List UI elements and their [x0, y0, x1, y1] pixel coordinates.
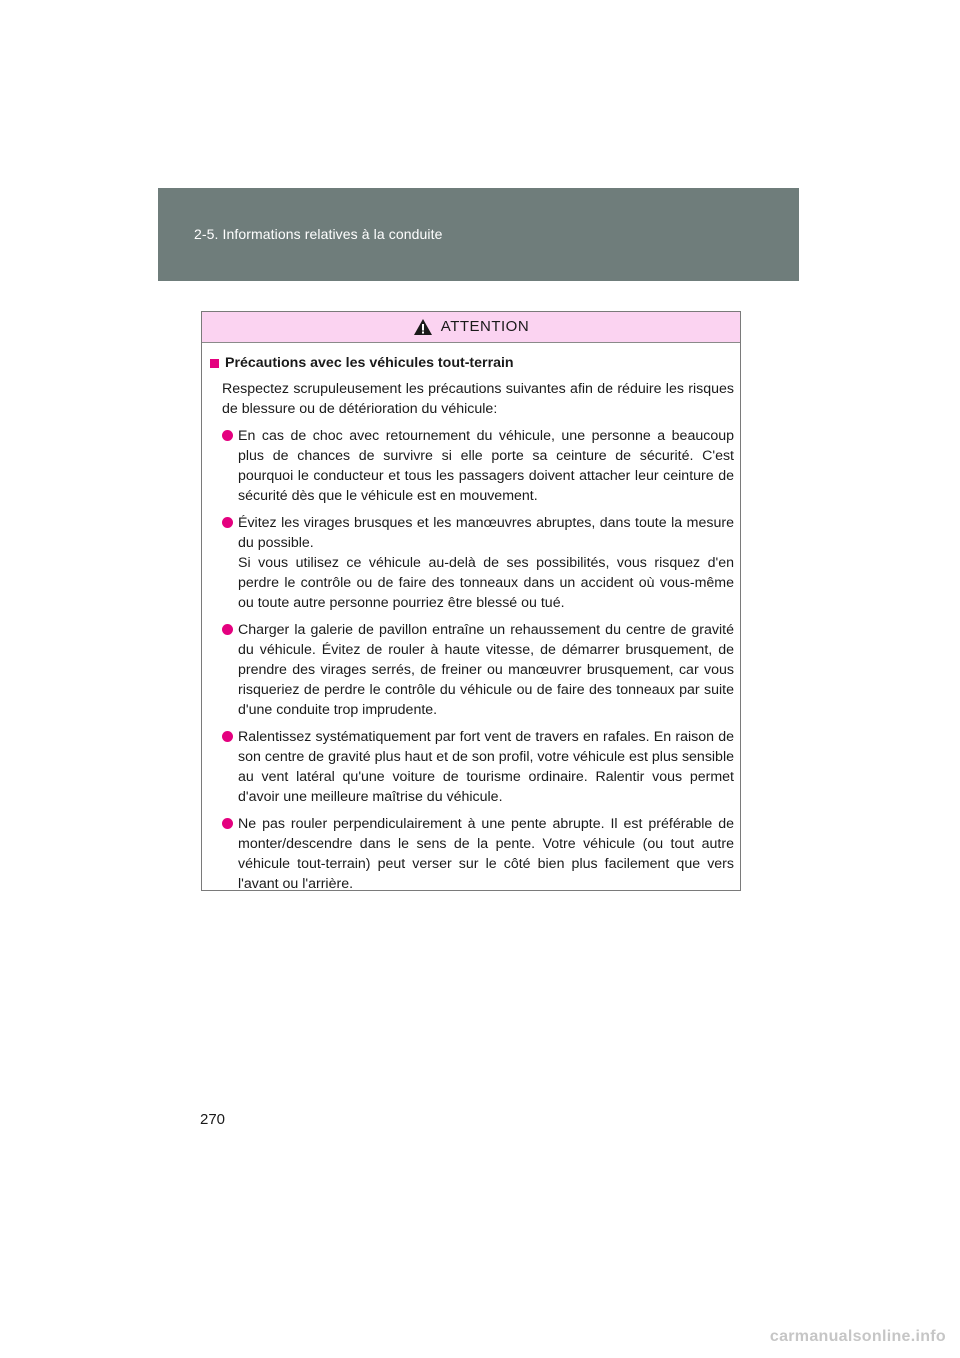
square-bullet-icon — [210, 359, 219, 368]
list-item — [222, 426, 734, 506]
bullet-text: Charger la galerie de pavillon entraîne un rehaussement du centre de gravité du véhicule. Évitez de rouler à haute vitesse, de démarrer brusquement, de prendre des virages serrés, de freiner ou manœuvrer brusquement, car vous risqueriez de perdre le contrôle du véhicule ou de faire des tonneaux par suite d'une conduite trop imprudente. — [238, 622, 734, 718]
bullet-text: Ne pas rouler perpendiculairement à une pente abrupte. Il est préférable de monter/descendre dans le sens de la pente. Votre véhicule (ou tout autre véhicule tout-terrain) peut verser sur le côté bien plus facilement que vers l'avant ou l'arrière. — [238, 816, 734, 892]
warning-box — [201, 311, 741, 891]
list-item — [222, 727, 734, 807]
page-number: 270 — [200, 1111, 226, 1128]
warning-triangle-icon — [413, 318, 433, 336]
circle-bullet-icon — [222, 624, 233, 635]
warning-header — [202, 312, 740, 343]
bullet-text: Si vous utilisez ce véhicule au-delà de ses possibilités, vous risquez d'en perdre le contrôle ou de faire des tonneaux dans un accident où vous-même ou toute autre personne pourriez être blessé ou tué. — [238, 555, 734, 611]
circle-bullet-icon — [222, 430, 233, 441]
warning-label: ATTENTION — [440, 317, 530, 335]
section-title: 2-5. Informations relatives à la conduite — [194, 226, 443, 242]
warning-body — [202, 343, 740, 894]
warning-subheading — [210, 355, 734, 371]
list-item — [222, 513, 734, 613]
bullet-text: Évitez les virages brusques et les manœuvres abruptes, dans toute la mesure du possible. — [238, 515, 734, 551]
section-header-band — [158, 188, 799, 281]
warning-intro: Respectez scrupuleusement les précautions suivantes afin de réduire les risques de blessure ou de détérioration du véhicule: — [222, 381, 734, 417]
bullet-text: En cas de choc avec retournement du véhicule, une personne a beaucoup plus de chances de survivre si elle porte sa ceinture de sécurité. C'est pourquoi le conducteur et tous les passagers doivent attacher leur ceinture de sécurité dès que le véhicule est en mouvement. — [238, 428, 734, 504]
circle-bullet-icon — [222, 731, 233, 742]
warning-subheading-text: Précautions avec les véhicules tout-terrain — [225, 355, 514, 371]
watermark: carmanualsonline.info — [769, 1328, 946, 1345]
circle-bullet-icon — [222, 517, 233, 528]
bullet-text: Ralentissez systématiquement par fort vent de travers en rafales. En raison de son centre de gravité plus haut et de son profil, votre véhicule est plus sensible au vent latéral qu'une voiture de tourisme ordinaire. Ralentir vous permet d'avoir une meilleure maîtrise du véhicule. — [238, 729, 734, 805]
list-item — [222, 620, 734, 720]
list-item — [222, 814, 734, 894]
circle-bullet-icon — [222, 818, 233, 829]
